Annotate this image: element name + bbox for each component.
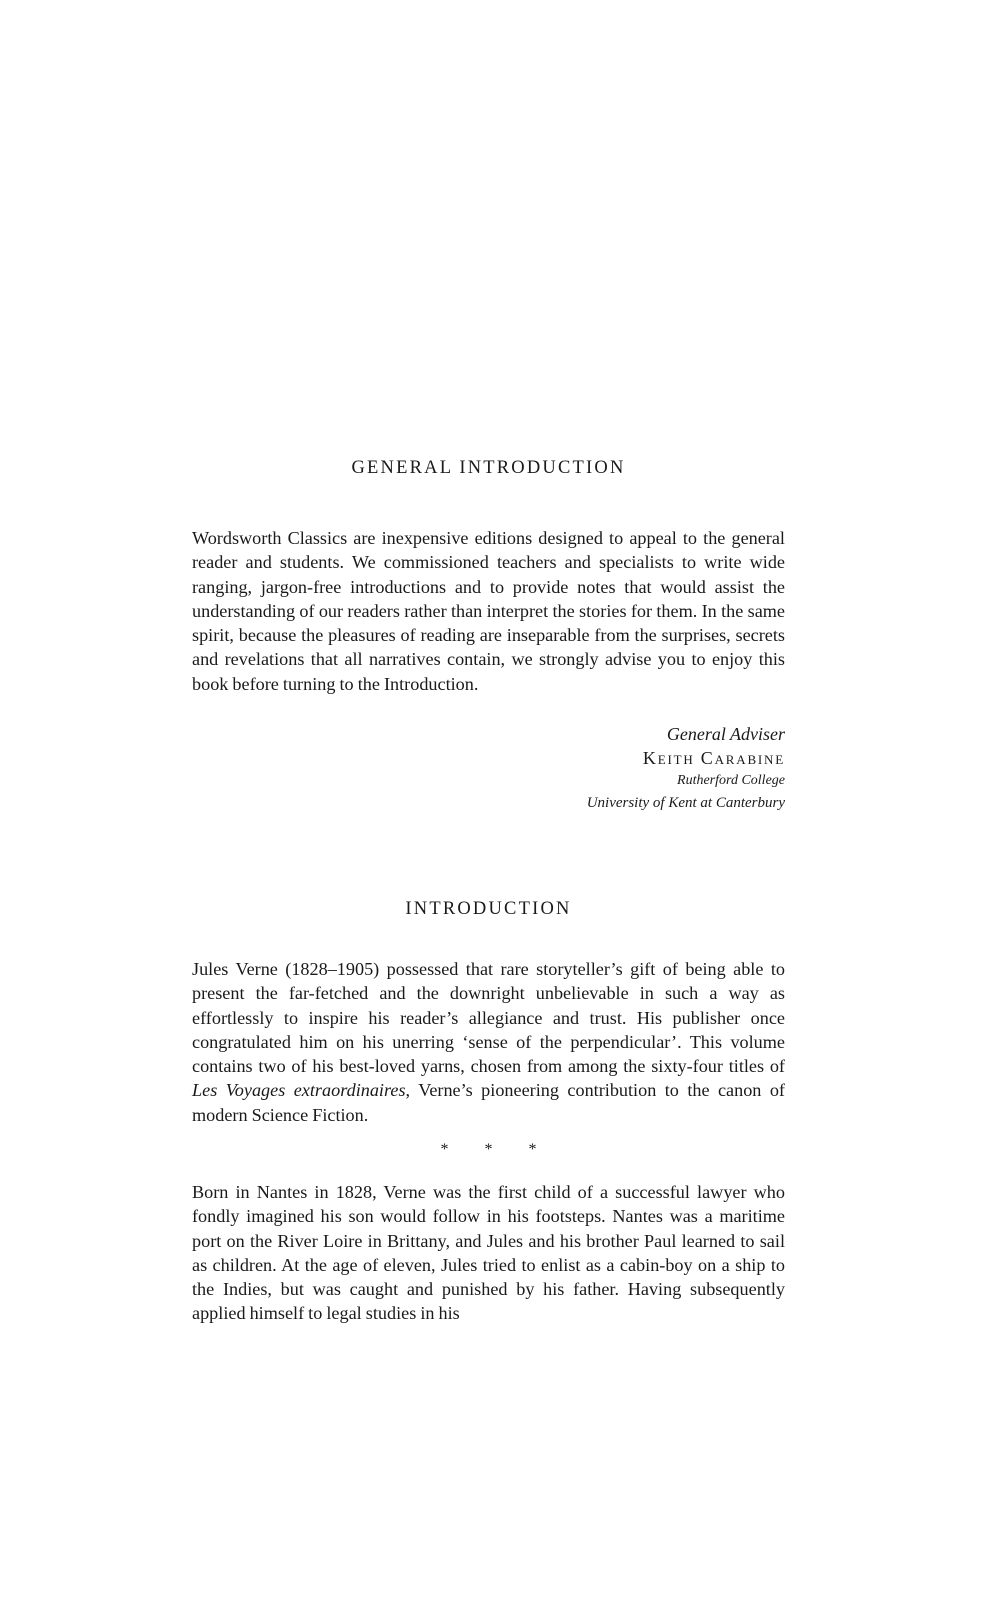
- attribution-college: Rutherford College: [677, 773, 785, 788]
- book-title-italic: Les Voyages extraordinaires: [192, 1080, 406, 1101]
- paragraph-1-text-end: , Verne’s pioneering contribution to the canon of modern Science Fiction.: [192, 1080, 785, 1125]
- introduction-paragraph-2: Born in Nantes in 1828, Verne was the first child of a successful lawyer who fondly imagined his son would follow in his footsteps. Nantes was a maritime port on the River Loire in Brittany, and Jules and his brother Paul learned to sail as children. At the age of eleven, Jules tried to enlist as a cabin-boy on a ship to the Indies, but was caught and punished by his father. Having subsequently applied himself to legal studies in his: [192, 1182, 785, 1324]
- separator-asterisk: *: [484, 1141, 493, 1158]
- attribution-role: General Adviser: [666, 724, 785, 744]
- introduction-paragraph-1: [192, 957, 785, 1127]
- paragraph-1-text-start: Jules Verne (1828–1905) possessed that rare storyteller’s gift of being able to present the far-fetched and the downright unbelievable in such a way as effortlessly to inspire his reader’s allegiance and trust. His publisher once congratulated him on his unerring ‘sense of the perpendicular’. This volume contains two of his best-loved yarns, chosen from among the sixty-four titles of: [192, 959, 785, 1077]
- general-introduction-heading: GENERAL INTRODUCTION: [351, 458, 626, 478]
- attribution-block: [587, 722, 785, 814]
- separator-asterisk: *: [528, 1141, 537, 1158]
- attribution-name: Keith Carabine: [642, 748, 785, 768]
- general-introduction-paragraph: Wordsworth Classics are inexpensive editions designed to appeal to the general reader and students. We commissioned teachers and specialists to write wide ranging, jargon-free introductions and to provide notes that would assist the understanding of our readers rather than interpret the stories for them. In the same spirit, because the pleasures of reading are inseparable from the surprises, secrets and revelations that all narratives contain, we strongly advise you to enjoy this book before turning to the Introduction.: [192, 528, 785, 694]
- book-page: [192, 0, 785, 1616]
- separator-asterisk: *: [440, 1141, 449, 1158]
- section-separator: [192, 1141, 785, 1159]
- introduction-heading: INTRODUCTION: [405, 899, 572, 919]
- attribution-university: University of Kent at Canterbury: [586, 795, 785, 811]
